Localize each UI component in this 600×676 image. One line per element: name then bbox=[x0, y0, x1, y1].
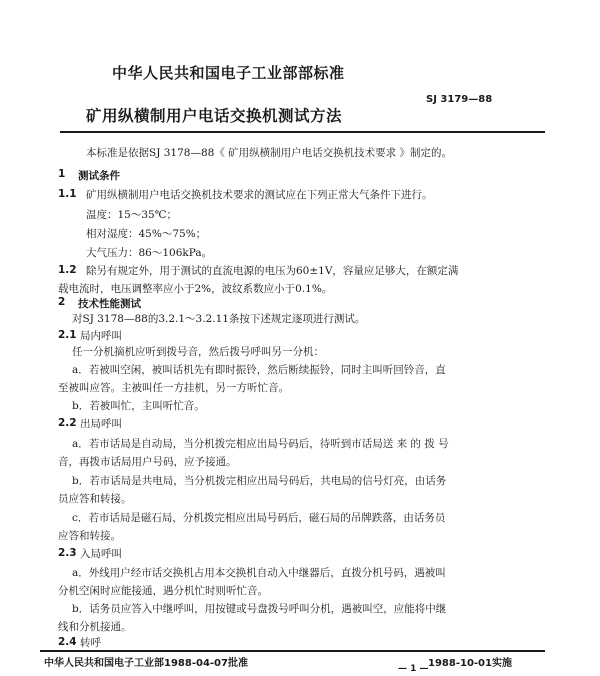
clause-2-3-b-line-2: 线和分机接通。 bbox=[58, 621, 132, 633]
clause-1-2-number: 1.2 bbox=[58, 264, 77, 276]
section-2-number: 2 bbox=[58, 296, 66, 308]
clause-2-3-b-line-1: b．话务员应答入中继呼叫，用按键或号盘拨号呼叫分机，遇被叫空，应能将中继 bbox=[72, 603, 447, 615]
section-1-number: 1 bbox=[58, 168, 66, 180]
clause-2-2-title: 出局呼叫 bbox=[80, 418, 122, 430]
clause-2-2-a-line-1: a．若市话局是自动局，当分机拨完相应出局号码后，待听到市话局送 来 的 拨 号 bbox=[72, 438, 449, 450]
standard-number: SJ 3179—88 bbox=[426, 94, 493, 105]
section-1-title: 测试条件 bbox=[78, 170, 120, 182]
clause-2-1-title: 局内呼叫 bbox=[80, 330, 122, 342]
effective-date: 1988-10-01实施 bbox=[428, 658, 512, 669]
section-2-title: 技术性能测试 bbox=[78, 298, 141, 310]
clause-2-1-number: 2.1 bbox=[58, 329, 77, 341]
intro-paragraph: 本标准是依据SJ 3178—88《 矿用纵横制用户电话交换机技术要求 》制定的。 bbox=[86, 147, 452, 159]
clause-2-3-a-line-1: a．外线用户经市话交换机占用本交换机自动入中继器后，直拨分机号码，遇被叫 bbox=[72, 567, 446, 579]
clause-2-2-a-line-2: 音，再拨市话局用户号码，应予接通。 bbox=[58, 456, 237, 468]
document-title: 矿用纵横制用户电话交换机测试方法 bbox=[86, 107, 343, 125]
clause-2-2-c-line-1: c．若市话局是磁石局，分机拨完相应出局号码后，磁石局的吊牌跌落，由话务员 bbox=[72, 512, 446, 524]
clause-2-2-c-line-2: 应答和转接。 bbox=[58, 530, 121, 542]
clause-2-4-number: 2.4 bbox=[58, 636, 77, 648]
clause-1-2-line-2: 载电流时，电压调整率应小于2%，波纹系数应小于0.1%。 bbox=[58, 283, 333, 295]
clause-2-1-text: 任一分机摘机应听到拨号音，然后拨号呼叫另一分机： bbox=[72, 346, 324, 358]
clause-1-1-text: 矿用纵横制用户电话交换机技术要求的测试应在下列正常大气条件下进行。 bbox=[86, 189, 433, 201]
clause-2-2-b-line-2: 员应答和转接。 bbox=[58, 493, 132, 505]
clause-1-1-number: 1.1 bbox=[58, 188, 77, 200]
approval-date: 中华人民共和国电子工业部1988-04-07批准 bbox=[44, 658, 248, 669]
clause-2-2-b-line-1: b．若市话局是共电局，当分机拨完相应出局号码后，共电局的信号灯亮，由话务 bbox=[72, 475, 447, 487]
clause-2-1-a-line-1: a．若被叫空闲，被叫话机先有即时振铃，然后断续振铃，同时主叫听回铃音，直 bbox=[72, 364, 446, 376]
clause-2-1-a-line-2: 至被叫应答。主被叫任一方挂机，另一方听忙音。 bbox=[58, 382, 289, 394]
page-number: — 1 — bbox=[398, 664, 429, 674]
clause-2-3-a-line-2: 分机空闲时应能接通，遇分机忙时则听忙音。 bbox=[58, 585, 268, 597]
condition-humidity: 相对湿度：45%～75%； bbox=[86, 228, 207, 240]
standard-org-header: 中华人民共和国电子工业部部标准 bbox=[112, 64, 345, 82]
section-2-intro: 对SJ 3178—88的3.2.1～3.2.11条按下述规定逐项进行测试。 bbox=[72, 313, 366, 325]
footer-rule bbox=[40, 650, 545, 652]
clause-2-3-title: 入局呼叫 bbox=[80, 548, 122, 560]
condition-temperature: 温度：15～35℃； bbox=[86, 209, 177, 221]
condition-pressure: 大气压力：86～106kPa。 bbox=[86, 247, 213, 259]
header-rule bbox=[60, 131, 545, 133]
clause-2-4-title: 转呼 bbox=[80, 637, 101, 649]
clause-2-1-b: b．若被叫忙，主叫听忙音。 bbox=[72, 400, 205, 412]
clause-1-2-line-1: 除另有规定外，用于测试的直流电源的电压为60±1V，容量应足够大，在额定满 bbox=[86, 265, 459, 277]
clause-2-2-number: 2.2 bbox=[58, 417, 77, 429]
clause-2-3-number: 2.3 bbox=[58, 547, 77, 559]
